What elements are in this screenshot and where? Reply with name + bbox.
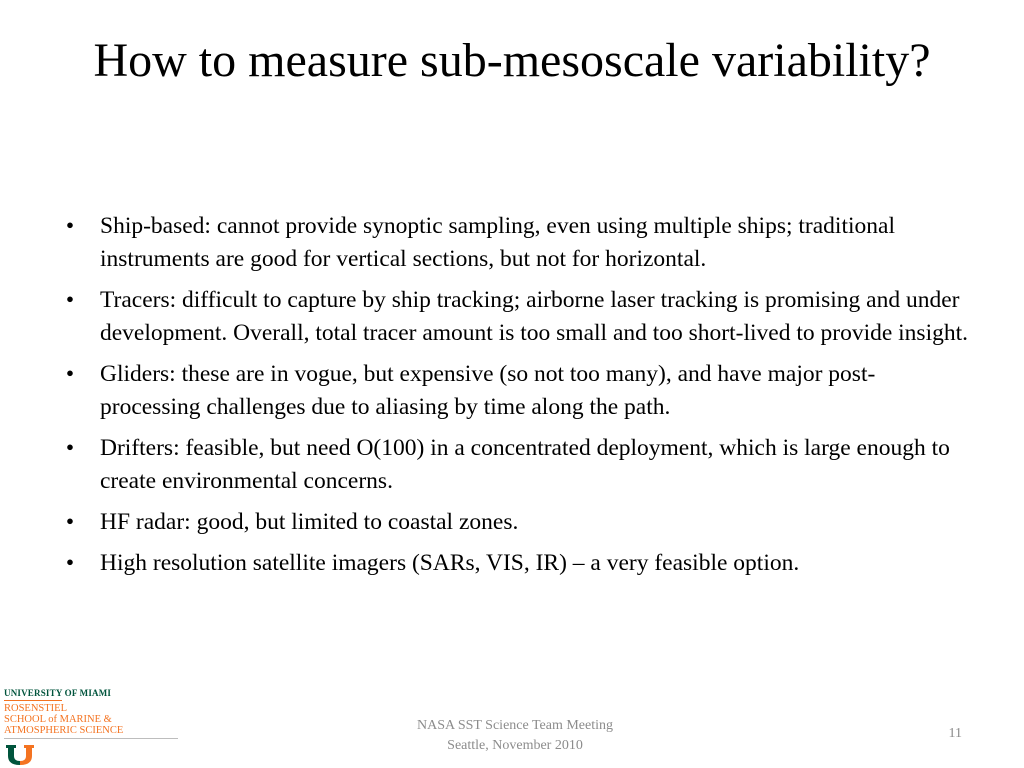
bullet-list — [60, 210, 970, 588]
bullet-text: Drifters: feasible, but need O(100) in a concentrated deployment, which is large enough to create environmental concerns. — [100, 435, 950, 494]
bullet-text: Ship-based: cannot provide synoptic sampling, even using multiple ships; traditional instruments are good for vertical sections, but not for horizontal. — [100, 213, 895, 272]
bullet-text: High resolution satellite imagers (SARs, VIS, IR) – a very feasible option. — [100, 550, 800, 576]
logo-school-line-1: ROSENSTIEL — [4, 703, 67, 714]
list-item — [60, 284, 970, 350]
footer-event: NASA SST Science Team Meeting — [416, 718, 614, 733]
u-logo-icon — [4, 744, 52, 766]
university-logo — [4, 688, 180, 766]
list-item — [60, 506, 970, 539]
bullet-text: Tracers: difficult to capture by ship tracking; airborne laser tracking is promising and under development. Overall, total tracer amount is too small and too short-lived to provide insight. — [100, 287, 969, 346]
slide-footer — [380, 716, 650, 756]
list-item — [60, 432, 970, 498]
slide-title: How to measure sub-mesoscale variability? — [93, 34, 931, 87]
bullet-icon: • — [65, 287, 75, 313]
footer-location: Seattle, November 2010 — [447, 738, 583, 753]
bullet-icon: • — [65, 435, 75, 461]
logo-university-name: UNIVERSITY OF MIAMI — [4, 688, 112, 698]
bullet-icon: • — [65, 361, 75, 387]
bullet-icon: • — [65, 213, 75, 239]
bullet-icon: • — [65, 550, 75, 576]
slide-number: 11 — [948, 726, 962, 741]
logo-baseline — [4, 738, 178, 739]
logo-school-line-2: SCHOOL of MARINE & — [4, 714, 112, 725]
list-item — [60, 547, 970, 580]
list-item — [60, 358, 970, 424]
list-item — [60, 210, 970, 276]
bullet-text: HF radar: good, but limited to coastal zones. — [100, 509, 519, 535]
bullet-icon: • — [65, 509, 75, 535]
logo-divider — [4, 700, 62, 701]
logo-school-line-3: ATMOSPHERIC SCIENCE — [4, 725, 124, 736]
bullet-text: Gliders: these are in vogue, but expensive (so not too many), and have major post-processing challenges due to aliasing by time along the path. — [100, 361, 876, 420]
